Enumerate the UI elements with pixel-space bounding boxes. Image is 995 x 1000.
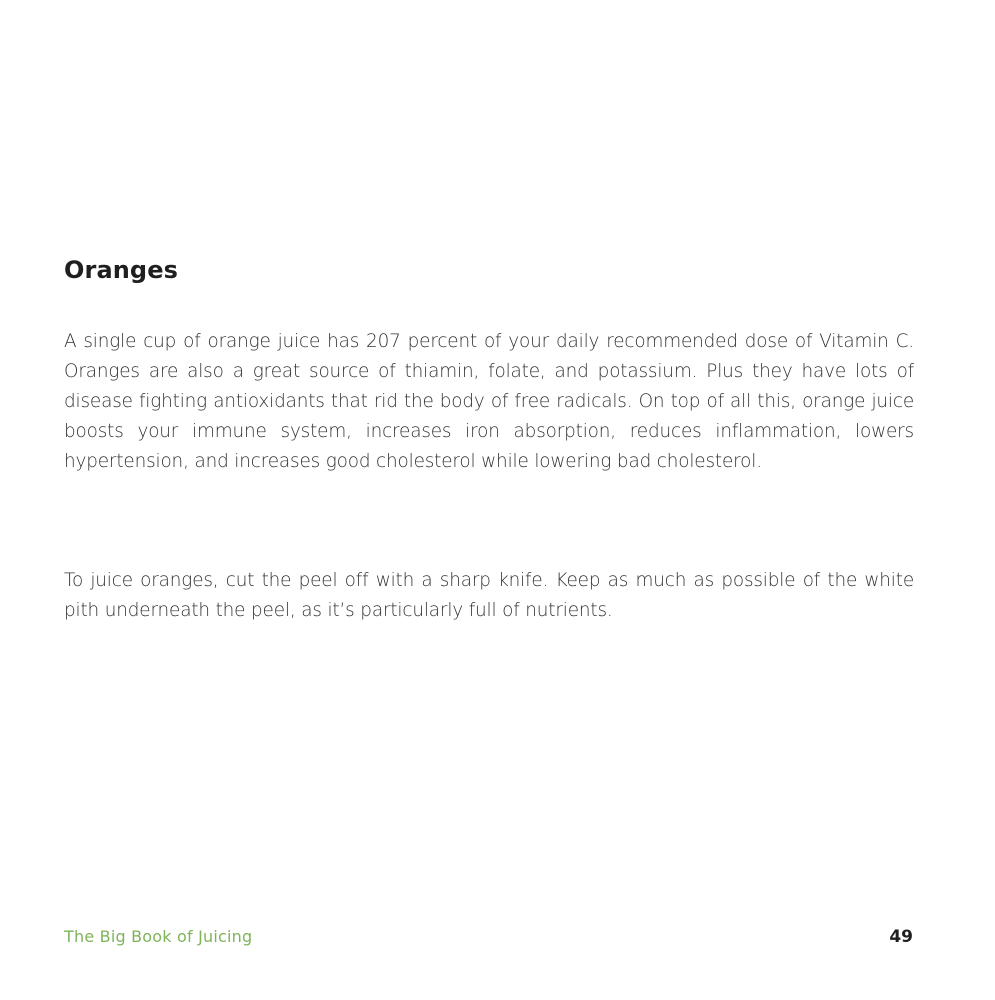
body-paragraph-nutrition: A single cup of orange juice has 207 percent of your daily recommended dose of Vitamin C. Oranges are also a great source of thiamin, folate, and potassium. Plus they have lots of disease fighting antioxidants that rid the body of free radicals. On top of all this, orange juice boosts your immune system, increases iron absorption, reduces inflammation, lowers hypertension, and increases good cholesterol while lowering bad cholesterol. — [64, 331, 914, 472]
section-title: Oranges — [64, 256, 178, 284]
footer-book-title: The Big Book of Juicing — [64, 927, 253, 946]
page-number: 49 — [889, 927, 913, 947]
body-paragraph-instructions: To juice oranges, cut the peel off with a sharp knife. Keep as much as possible of the white pith underneath the peel, as it’s particularly full of nutrients. — [64, 570, 914, 621]
